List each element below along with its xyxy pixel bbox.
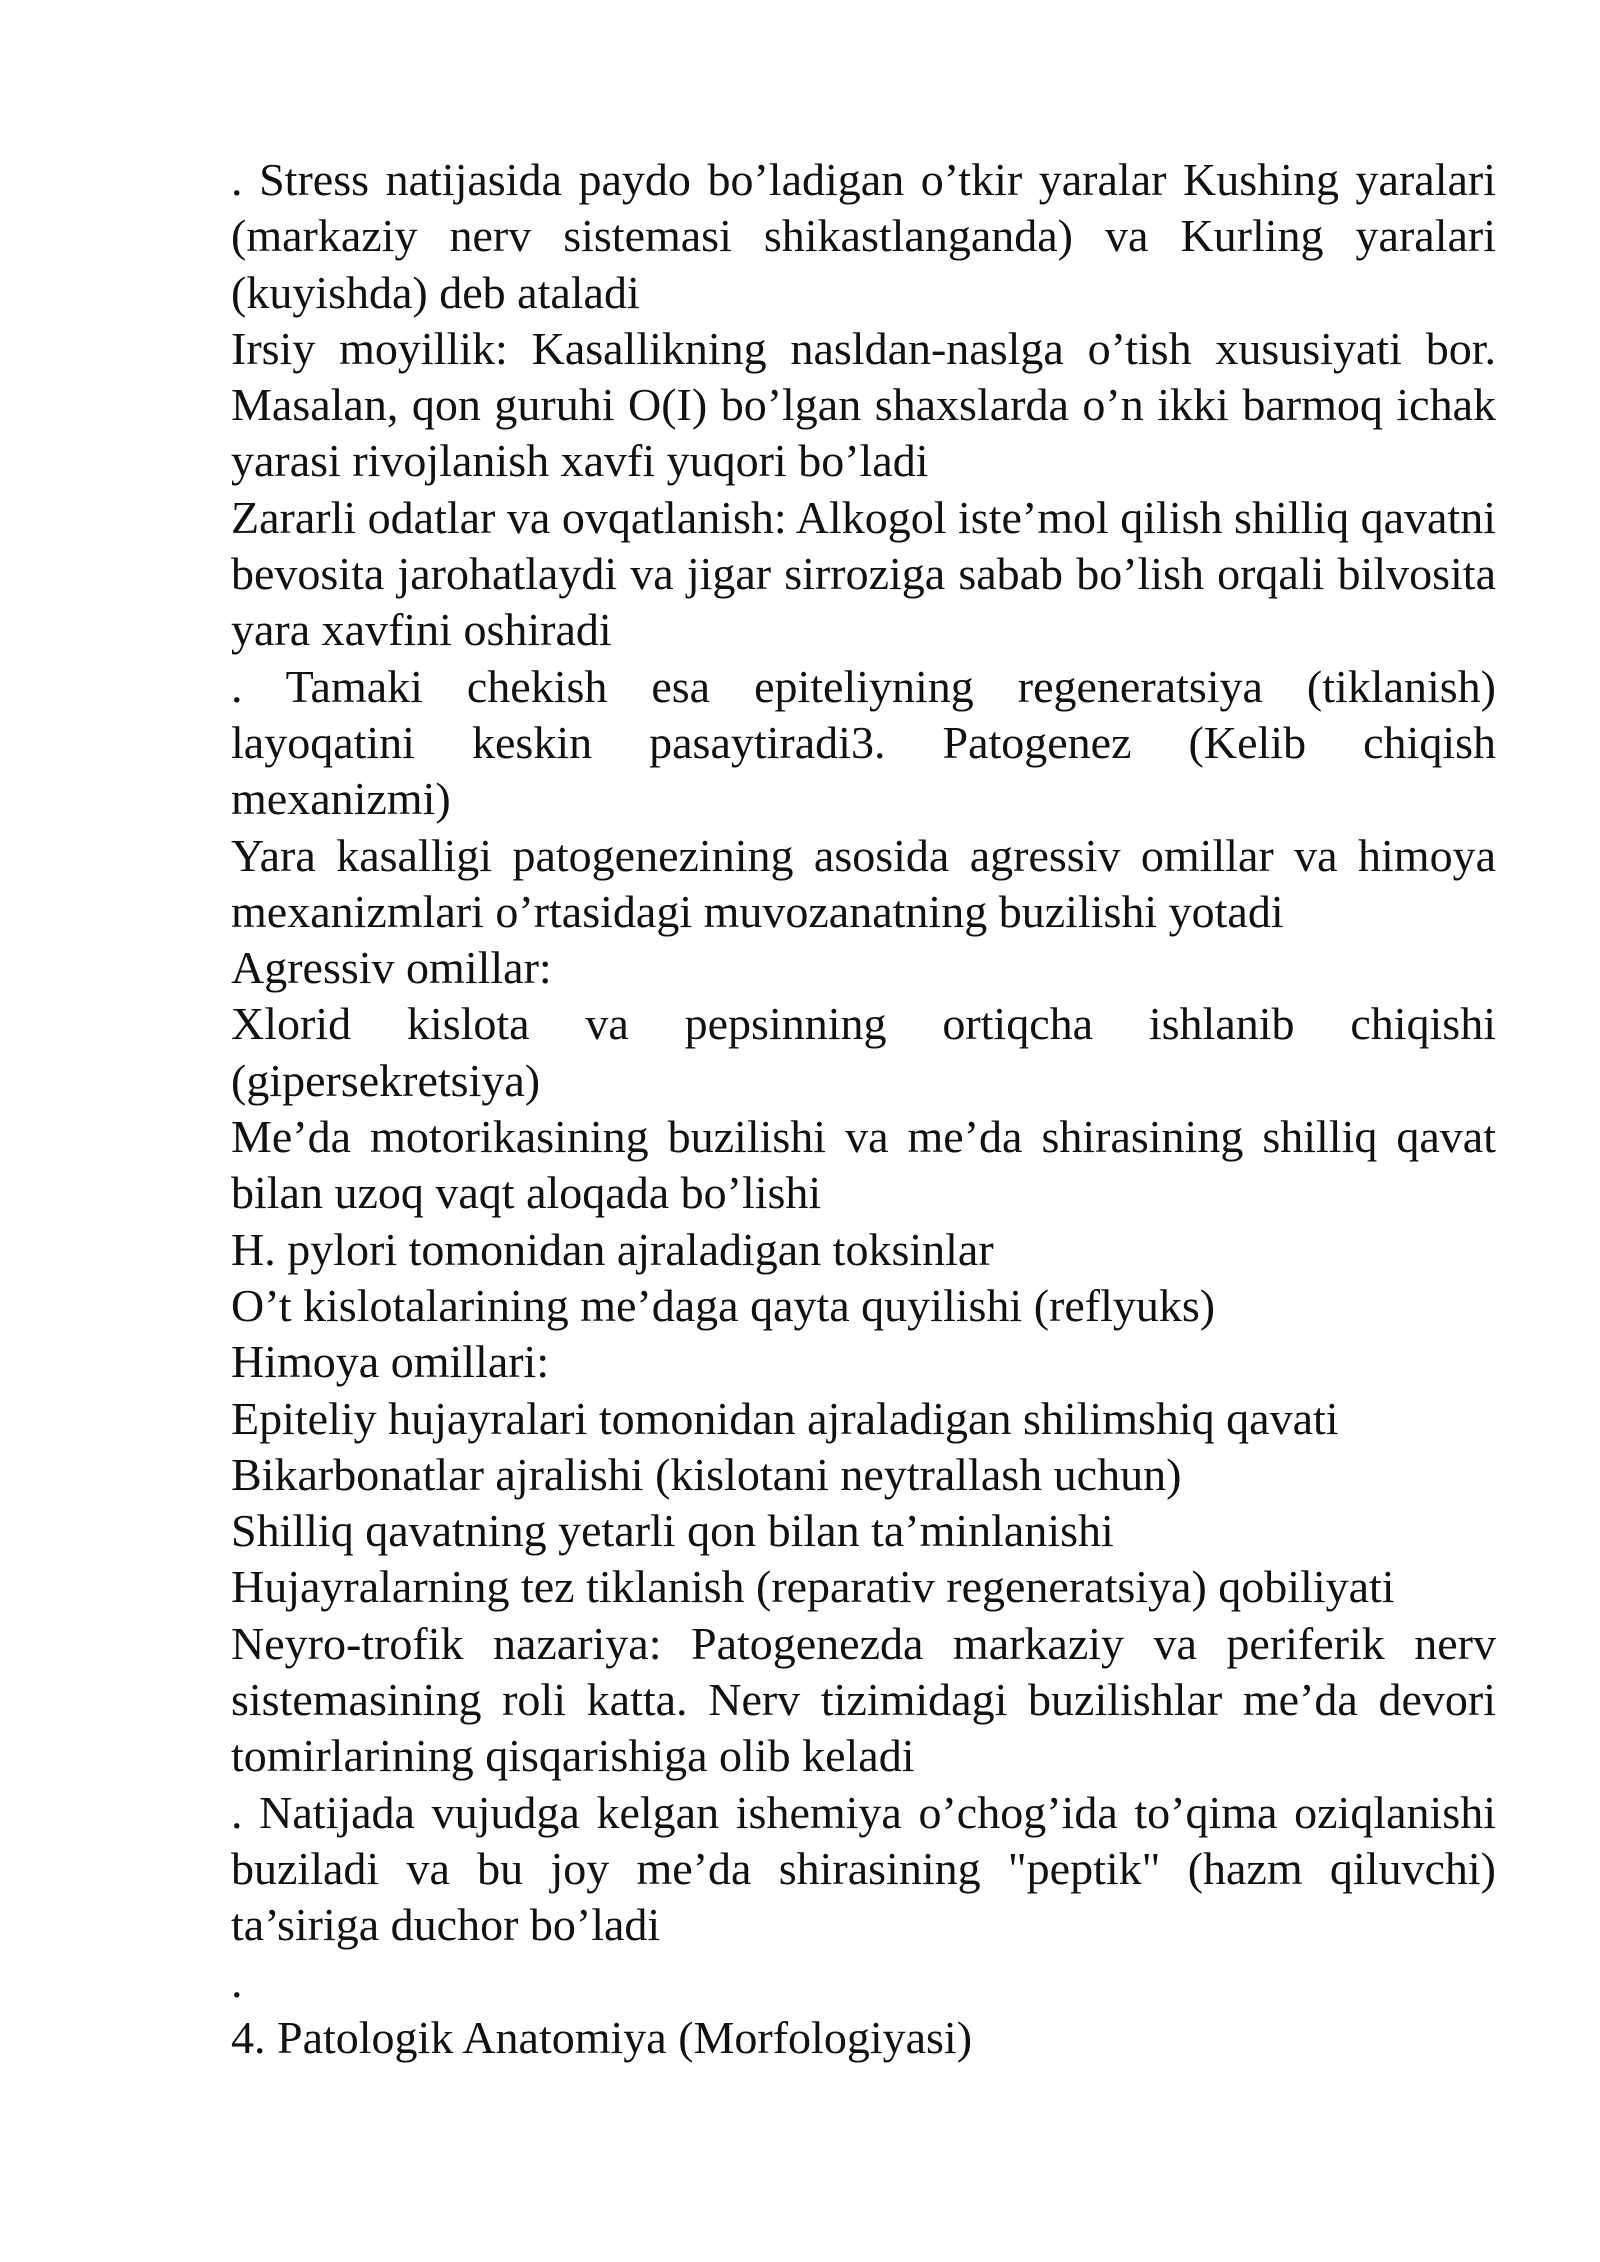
section-heading-pathologic-anatomy: 4. Patologik Anatomiya (Morfologiyasi)	[231, 2011, 973, 2063]
paragraph-ischemia: . Natijada vujudga kelgan ishemiya o’chog’ida to’qima oziqlanishi buziladi va bu joy me’da shirasining "peptik" (hazm qiluvchi) ta’siriga duchor bo’ladi	[231, 1786, 1496, 1951]
list-item-motility: Me’da motorikasining buzilishi va me’da shirasining shilliq qavat bilan uzoq vaqt aloqada bo’lishi	[231, 1111, 1496, 1219]
heading-aggressive-factors: Agressiv omillar:	[231, 942, 552, 994]
list-item-bicarbonate: Bikarbonatlar ajralishi (kislotani neytrallash uchun)	[231, 1448, 1182, 1500]
document-page	[231, 152, 1496, 2066]
paragraph-pathogenesis-basis: Yara kasalligi patogenezining asosida agressiv omillar va himoya mexanizmlari o’rtasidagi muvozanatning buzilishi yotadi	[231, 829, 1496, 937]
heading-protective-factors: Himoya omillari:	[231, 1336, 550, 1388]
list-item-mucus-layer: Epiteliy hujayralari tomonidan ajraladigan shilimshiq qavati	[231, 1392, 1339, 1444]
list-item-bile-reflux: O’t kislotalarining me’daga qayta quyilishi (reflyuks)	[231, 1279, 1216, 1331]
paragraph-harmful-habits: Zararli odatlar va ovqatlanish: Alkogol iste’mol qilish shilliq qavatni bevosita jarohatlaydi va jigar sirroziga sabab bo’lish orqali bilvosita yara xavfini oshiradi	[231, 491, 1496, 656]
paragraph-neuro-trophic: Neyro-trofik nazariya: Patogenezda markaziy va periferik nerv sistemasining roli katta. Nerv tizimidagi buzilishlar me’da devori tomirlarining qisqarishiga olib keladi	[231, 1617, 1496, 1782]
list-item-blood-supply: Shilliq qavatning yetarli qon bilan ta’minlanishi	[231, 1505, 1114, 1557]
lone-period: .	[231, 1955, 243, 2007]
paragraph-stress-ulcers: . Stress natijasida paydo bo’ladigan o’tkir yaralar Kushing yaralari (markaziy nerv sistemasi shikastlanganda) va Kurling yaralari (kuyishda) deb ataladi	[231, 154, 1496, 318]
list-item-hydrochloric-acid: Xlorid kislota va pepsinning ortiqcha ishlanib chiqishi (gipersekretsiya)	[231, 998, 1496, 1106]
paragraph-hereditary: Irsiy moyillik: Kasallikning nasldan-naslga o’tish xususiyati bor. Masalan, qon guruhi O(I) bo’lgan shaxslarda o’n ikki barmoq ichak yarasi rivojlanish xavfi yuqori bo’ladi	[231, 322, 1496, 487]
paragraph-smoking-pathogenesis: . Tamaki chekish esa epiteliyning regeneratsiya (tiklanish) layoqatini keskin pasaytiradi3. Patogenez (Kelib chiqish mexanizmi)	[231, 660, 1496, 825]
list-item-regeneration: Hujayralarning tez tiklanish (reparativ regeneratsiya) qobiliyati	[231, 1561, 1395, 1613]
list-item-h-pylori: H. pylori tomonidan ajraladigan toksinlar	[231, 1223, 994, 1275]
